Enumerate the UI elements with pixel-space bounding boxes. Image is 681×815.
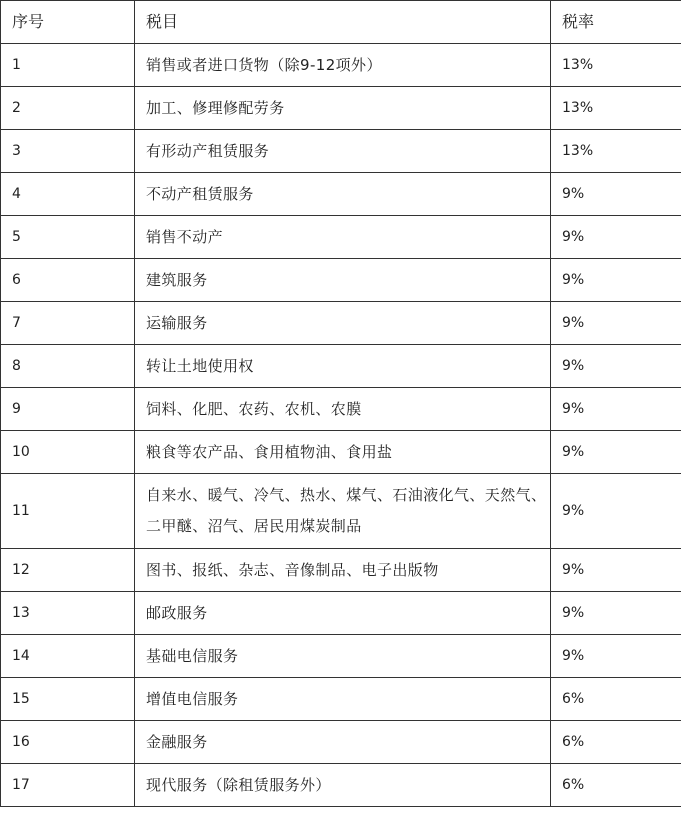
tax-rate-cell: 9% <box>551 635 681 678</box>
tax-rate-cell: 9% <box>551 592 681 635</box>
tax-rate-cell: 9% <box>551 259 681 302</box>
tax-item-cell: 有形动产租赁服务 <box>135 130 551 173</box>
tax-item-cell: 基础电信服务 <box>135 635 551 678</box>
serial-number-cell: 1 <box>1 44 135 87</box>
header-tax-item: 税目 <box>135 1 551 44</box>
tax-item-cell: 饲料、化肥、农药、农机、农膜 <box>135 388 551 431</box>
table-row <box>1 44 681 87</box>
tax-rate-cell: 9% <box>551 173 681 216</box>
header-tax-rate: 税率 <box>551 1 681 44</box>
table-row <box>1 431 681 474</box>
serial-number-cell: 11 <box>1 474 135 549</box>
tax-rate-cell: 6% <box>551 678 681 721</box>
tax-item-cell: 金融服务 <box>135 721 551 764</box>
tax-item-cell: 图书、报纸、杂志、音像制品、电子出版物 <box>135 549 551 592</box>
serial-number-cell: 12 <box>1 549 135 592</box>
tax-item-cell: 邮政服务 <box>135 592 551 635</box>
header-serial-number: 序号 <box>1 1 135 44</box>
table-row <box>1 721 681 764</box>
tax-rate-cell: 9% <box>551 549 681 592</box>
table-row <box>1 764 681 807</box>
tax-rate-cell: 13% <box>551 87 681 130</box>
tax-rate-cell: 6% <box>551 764 681 807</box>
serial-number-cell: 7 <box>1 302 135 345</box>
tax-rate-cell: 9% <box>551 216 681 259</box>
table-row <box>1 592 681 635</box>
serial-number-cell: 3 <box>1 130 135 173</box>
table-row <box>1 173 681 216</box>
serial-number-cell: 9 <box>1 388 135 431</box>
serial-number-cell: 2 <box>1 87 135 130</box>
table-row <box>1 345 681 388</box>
table-row <box>1 216 681 259</box>
serial-number-cell: 8 <box>1 345 135 388</box>
table-row <box>1 302 681 345</box>
tax-item-cell: 销售或者进口货物（除9-12项外） <box>135 44 551 87</box>
tax-rate-cell: 9% <box>551 302 681 345</box>
serial-number-cell: 15 <box>1 678 135 721</box>
table-row <box>1 474 681 549</box>
tax-item-cell: 增值电信服务 <box>135 678 551 721</box>
table-row <box>1 259 681 302</box>
serial-number-cell: 4 <box>1 173 135 216</box>
tax-item-cell: 转让土地使用权 <box>135 345 551 388</box>
tax-item-cell: 加工、修理修配劳务 <box>135 87 551 130</box>
table-header-row <box>1 1 681 44</box>
tax-rate-cell: 13% <box>551 44 681 87</box>
tax-item-cell: 现代服务（除租赁服务外） <box>135 764 551 807</box>
tax-rate-cell: 9% <box>551 345 681 388</box>
tax-rate-cell: 9% <box>551 388 681 431</box>
tax-item-cell: 销售不动产 <box>135 216 551 259</box>
table-row <box>1 87 681 130</box>
table-row <box>1 549 681 592</box>
serial-number-cell: 6 <box>1 259 135 302</box>
serial-number-cell: 14 <box>1 635 135 678</box>
serial-number-cell: 5 <box>1 216 135 259</box>
tax-rate-cell: 6% <box>551 721 681 764</box>
table-row <box>1 130 681 173</box>
serial-number-cell: 13 <box>1 592 135 635</box>
tax-rate-cell: 13% <box>551 130 681 173</box>
table-row <box>1 678 681 721</box>
table-row <box>1 635 681 678</box>
tax-item-cell: 建筑服务 <box>135 259 551 302</box>
serial-number-cell: 16 <box>1 721 135 764</box>
serial-number-cell: 10 <box>1 431 135 474</box>
tax-item-cell: 自来水、暖气、冷气、热水、煤气、石油液化气、天然气、二甲醚、沼气、居民用煤炭制品 <box>135 474 551 549</box>
tax-rate-cell: 9% <box>551 474 681 549</box>
tax-item-cell: 不动产租赁服务 <box>135 173 551 216</box>
table-row <box>1 388 681 431</box>
tax-rate-cell: 9% <box>551 431 681 474</box>
tax-item-cell: 运输服务 <box>135 302 551 345</box>
serial-number-cell: 17 <box>1 764 135 807</box>
tax-item-cell: 粮食等农产品、食用植物油、食用盐 <box>135 431 551 474</box>
